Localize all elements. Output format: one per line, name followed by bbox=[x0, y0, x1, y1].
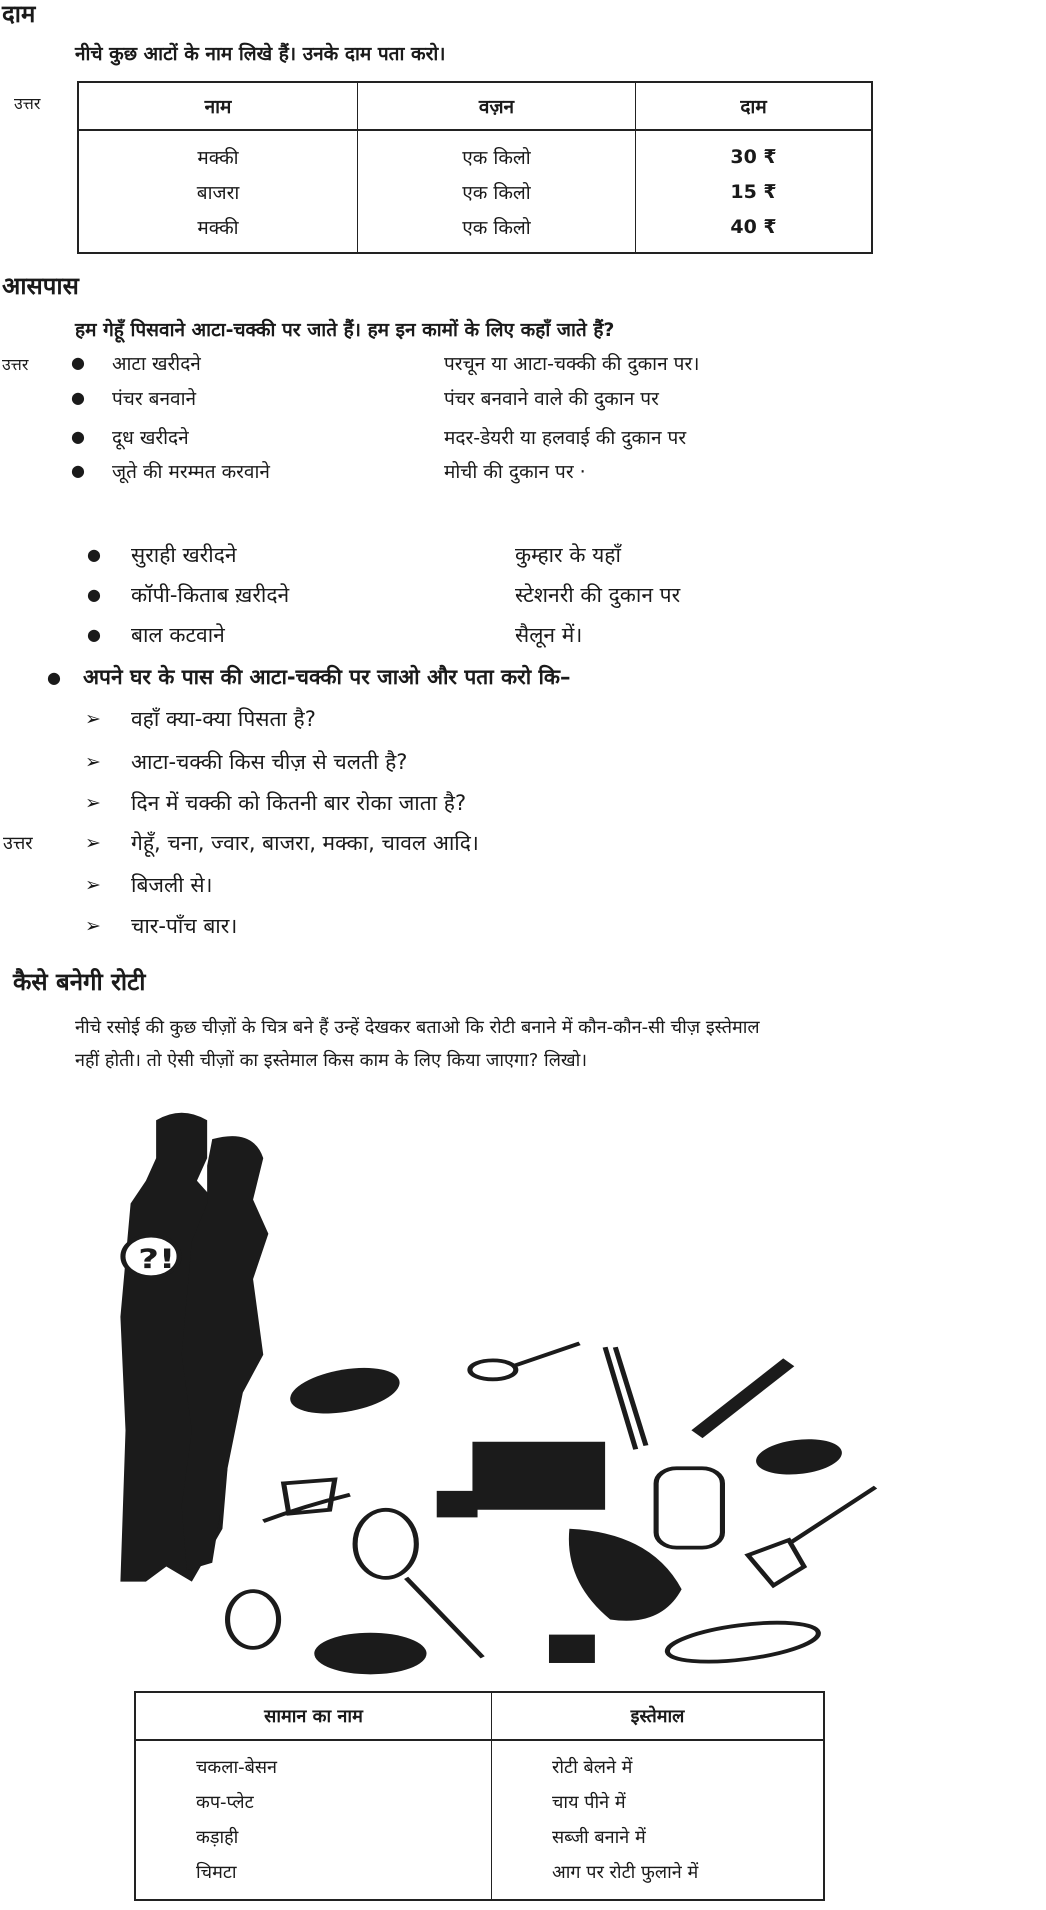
cell: 15 ₹ bbox=[636, 174, 873, 209]
bullet-icon: ● bbox=[71, 427, 85, 446]
cell: बाजरा bbox=[78, 174, 358, 209]
cell: चकला-बेसन bbox=[135, 1740, 492, 1784]
table-row bbox=[135, 1854, 824, 1900]
col-header-name: नाम bbox=[78, 82, 358, 130]
col-header-weight: वज़न bbox=[358, 82, 636, 130]
table-row bbox=[135, 1819, 824, 1854]
rolling-pin bbox=[697, 1362, 789, 1434]
cell: चाय पीने में bbox=[492, 1784, 825, 1819]
roti-paragraph-line1: नीचे रसोई की कुछ चीज़ों के चित्र बने हैं उन्हें देखकर बताओ कि रोटी बनाने में कौन-कौन-सी चीज़ इस्तेमाल bbox=[75, 1017, 760, 1038]
cell: चिमटा bbox=[135, 1854, 492, 1900]
table-row bbox=[78, 174, 872, 209]
arrow-icon: ➢ bbox=[85, 874, 101, 896]
table-row bbox=[78, 209, 872, 253]
bullet-icon: ● bbox=[87, 545, 101, 564]
answer-text: गेहूँ, चना, ज्वार, बाजरा, मक्का, चावल आदि। bbox=[131, 831, 479, 855]
question-text: वहाँ क्या-क्या पिसता है? bbox=[131, 707, 316, 731]
task-text: कॉपी-किताब ख़रीदने bbox=[131, 583, 290, 607]
arrow-icon: ➢ bbox=[85, 915, 101, 937]
oven-mitt bbox=[752, 1435, 845, 1480]
cell: मक्की bbox=[78, 130, 358, 174]
kitchen-illustration bbox=[100, 1090, 900, 1680]
question-mark: ?! bbox=[138, 1244, 176, 1275]
task-text: पंचर बनवाने bbox=[112, 388, 197, 410]
price-table bbox=[77, 81, 873, 254]
task-text: दूध खरीदने bbox=[112, 427, 189, 449]
place-text: पंचर बनवाने वाले की दुकान पर bbox=[444, 388, 659, 410]
tawa bbox=[314, 1633, 426, 1675]
activity-instruction: अपने घर के पास की आटा-चक्की पर जाओ और पता करो कि– bbox=[83, 665, 571, 689]
task-text: जूते की मरम्मत करवाने bbox=[112, 461, 270, 483]
question-text: दिन में चक्की को कितनी बार रोका जाता है? bbox=[131, 791, 467, 815]
answer-text: बिजली से। bbox=[131, 873, 213, 897]
bullet-icon: ● bbox=[71, 388, 85, 407]
bullet-icon: ● bbox=[71, 353, 85, 372]
plate-dish bbox=[664, 1616, 823, 1669]
place-text: मोची की दुकान पर · bbox=[444, 461, 586, 483]
cell: एक किलो bbox=[358, 130, 636, 174]
bullet-icon: ● bbox=[87, 625, 101, 644]
stove bbox=[437, 1442, 605, 1518]
section-heading-surroundings: आसपास bbox=[2, 272, 79, 300]
jar bbox=[656, 1468, 722, 1547]
bullet-icon: ● bbox=[87, 585, 101, 604]
price-question: नीचे कुछ आटों के नाम लिखे हैं। उनके दाम पता करो। bbox=[75, 43, 446, 65]
bullet-icon: ● bbox=[71, 461, 85, 480]
cell: सब्जी बनाने में bbox=[492, 1819, 825, 1854]
rolling-board bbox=[283, 1360, 406, 1422]
cell: कप-प्लेट bbox=[135, 1784, 492, 1819]
utensil-use-table bbox=[134, 1691, 825, 1901]
task-text: बाल कटवाने bbox=[131, 623, 225, 647]
place-text: परचून या आटा-चक्की की दुकान पर। bbox=[444, 353, 700, 375]
question-text: आटा-चक्की किस चीज़ से चलती है? bbox=[131, 750, 408, 774]
bullet-icon: ● bbox=[47, 668, 61, 687]
cell: एक किलो bbox=[358, 209, 636, 253]
surroundings-question: हम गेहूँ पिसवाने आटा-चक्की पर जाते हैं। हम इन कामों के लिए कहाँ जाते हैं? bbox=[75, 319, 615, 341]
cell: रोटी बेलने में bbox=[492, 1740, 825, 1784]
col-header-item: सामान का नाम bbox=[135, 1692, 492, 1740]
small-tin bbox=[549, 1635, 595, 1663]
strainer bbox=[355, 1510, 416, 1578]
cell: कड़ाही bbox=[135, 1819, 492, 1854]
arrow-icon: ➢ bbox=[85, 708, 101, 730]
arrow-icon: ➢ bbox=[85, 792, 101, 814]
section-heading-price: दाम bbox=[2, 0, 36, 28]
place-text: स्टेशनरी की दुकान पर bbox=[515, 583, 681, 607]
arrow-icon: ➢ bbox=[85, 832, 101, 854]
col-header-price: दाम bbox=[636, 82, 873, 130]
cell: 40 ₹ bbox=[636, 209, 873, 253]
answer-label: उत्तर bbox=[2, 355, 29, 374]
cell: मक्की bbox=[78, 209, 358, 253]
col-header-use: इस्तेमाल bbox=[492, 1692, 825, 1740]
table-row bbox=[135, 1740, 824, 1784]
spoon bbox=[470, 1360, 516, 1379]
table-row bbox=[135, 1784, 824, 1819]
cup-saucer bbox=[263, 1480, 350, 1522]
lamp bbox=[228, 1591, 279, 1648]
answer-label: उत्तर bbox=[3, 833, 33, 854]
task-text: आटा खरीदने bbox=[112, 353, 201, 375]
section-heading-roti: कैसे बनेगी रोटी bbox=[13, 968, 146, 996]
spatula bbox=[748, 1487, 876, 1585]
roti-paragraph-line2: नहीं होती। तो ऐसी चीज़ों का इस्तेमाल किस काम के लिए किया जाएगा? लिखो। bbox=[75, 1050, 588, 1071]
place-text: सैलून में। bbox=[515, 623, 583, 647]
cell: एक किलो bbox=[358, 174, 636, 209]
arrow-icon: ➢ bbox=[85, 751, 101, 773]
cell: 30 ₹ bbox=[636, 130, 873, 174]
task-text: सुराही खरीदने bbox=[131, 543, 237, 567]
cell: आग पर रोटी फुलाने में bbox=[492, 1854, 825, 1900]
place-text: कुम्हार के यहाँ bbox=[515, 543, 621, 567]
answer-label: उत्तर bbox=[14, 94, 41, 113]
table-row bbox=[78, 130, 872, 174]
place-text: मदर-डेयरी या हलवाई की दुकान पर bbox=[444, 427, 687, 449]
answer-text: चार-पाँच बार। bbox=[131, 914, 238, 938]
